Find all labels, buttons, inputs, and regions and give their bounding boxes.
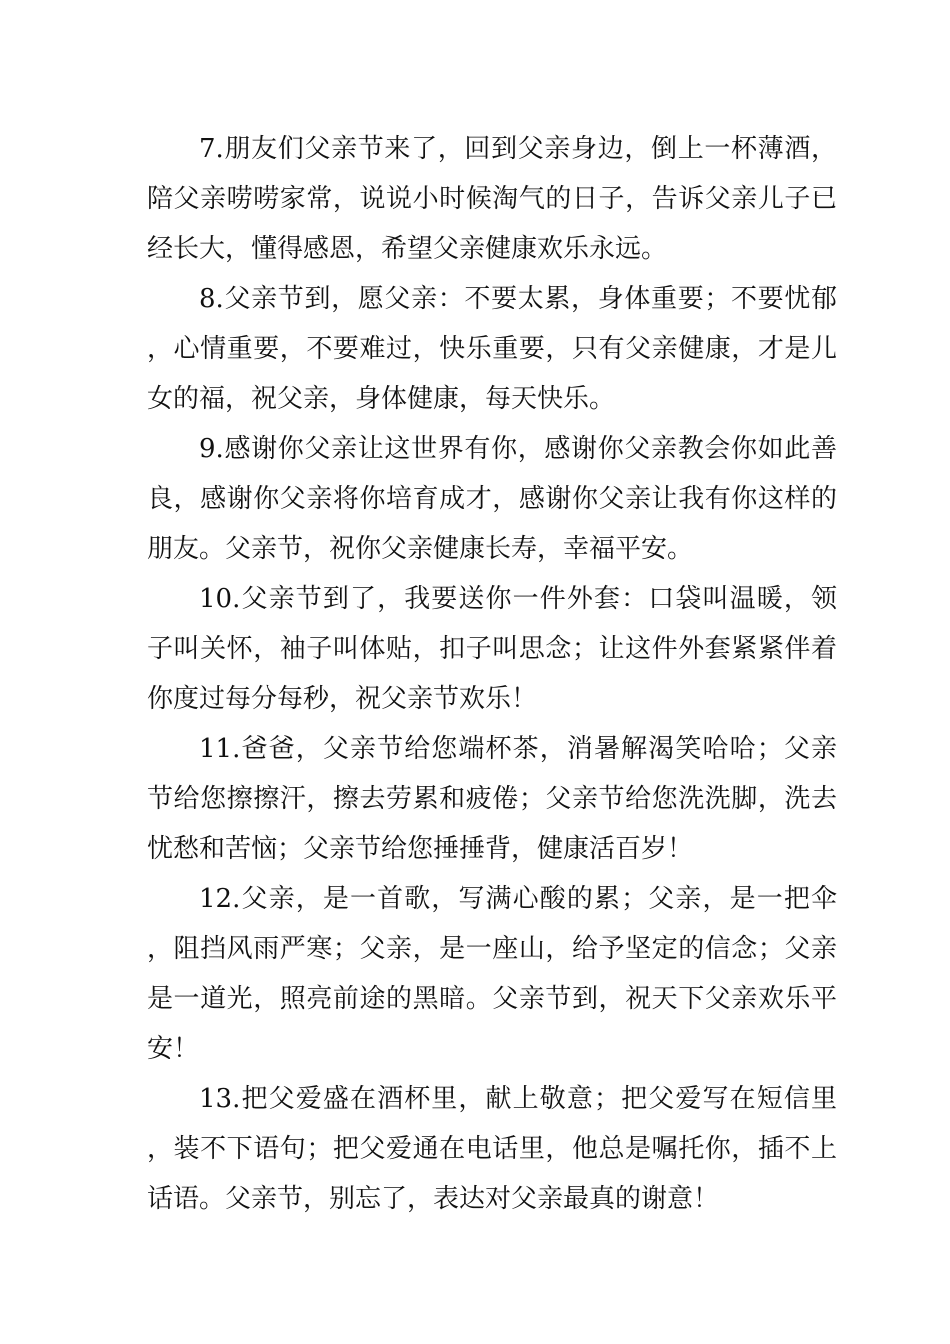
paragraph-10: 10.父亲节到了，我要送你一件外套：口袋叫温暖，领子叫关怀，袖子叫体贴，扣子叫思念；让这件外套紧紧伴着你度过每分每秒，祝父亲节欢乐！ — [147, 584, 837, 714]
paragraph-9: 9.感谢你父亲让这世界有你，感谢你父亲教会你如此善良，感谢你父亲将你培育成才，感谢你父亲让我有你这样的朋友。父亲节，祝你父亲健康长寿，幸福平安。 — [147, 434, 837, 564]
paragraph-13: 13.把父爱盛在酒杯里，献上敬意；把父爱写在短信里，装不下语句；把父爱通在电话里，他总是嘱托你，插不上话语。父亲节，别忘了，表达对父亲最真的谢意！ — [147, 1084, 837, 1214]
document-body — [147, 124, 837, 1224]
paragraph-11: 11.爸爸，父亲节给您端杯茶，消暑解渴笑哈哈；父亲节给您擦擦汗，擦去劳累和疲倦；父亲节给您洗洗脚，洗去忧愁和苦恼；父亲节给您捶捶背，健康活百岁！ — [147, 734, 837, 864]
paragraph-12: 12.父亲，是一首歌，写满心酸的累；父亲，是一把伞，阻挡风雨严寒；父亲，是一座山，给予坚定的信念；父亲是一道光，照亮前途的黑暗。父亲节到，祝天下父亲欢乐平安！ — [147, 884, 837, 1064]
paragraph-8: 8.父亲节到，愿父亲：不要太累，身体重要；不要忧郁，心情重要，不要难过，快乐重要，只有父亲健康，才是儿女的福，祝父亲，身体健康，每天快乐。 — [147, 284, 837, 414]
paragraph-7: 7.朋友们父亲节来了，回到父亲身边，倒上一杯薄酒，陪父亲唠唠家常，说说小时候淘气的日子，告诉父亲儿子已经长大，懂得感恩，希望父亲健康欢乐永远。 — [147, 134, 837, 264]
